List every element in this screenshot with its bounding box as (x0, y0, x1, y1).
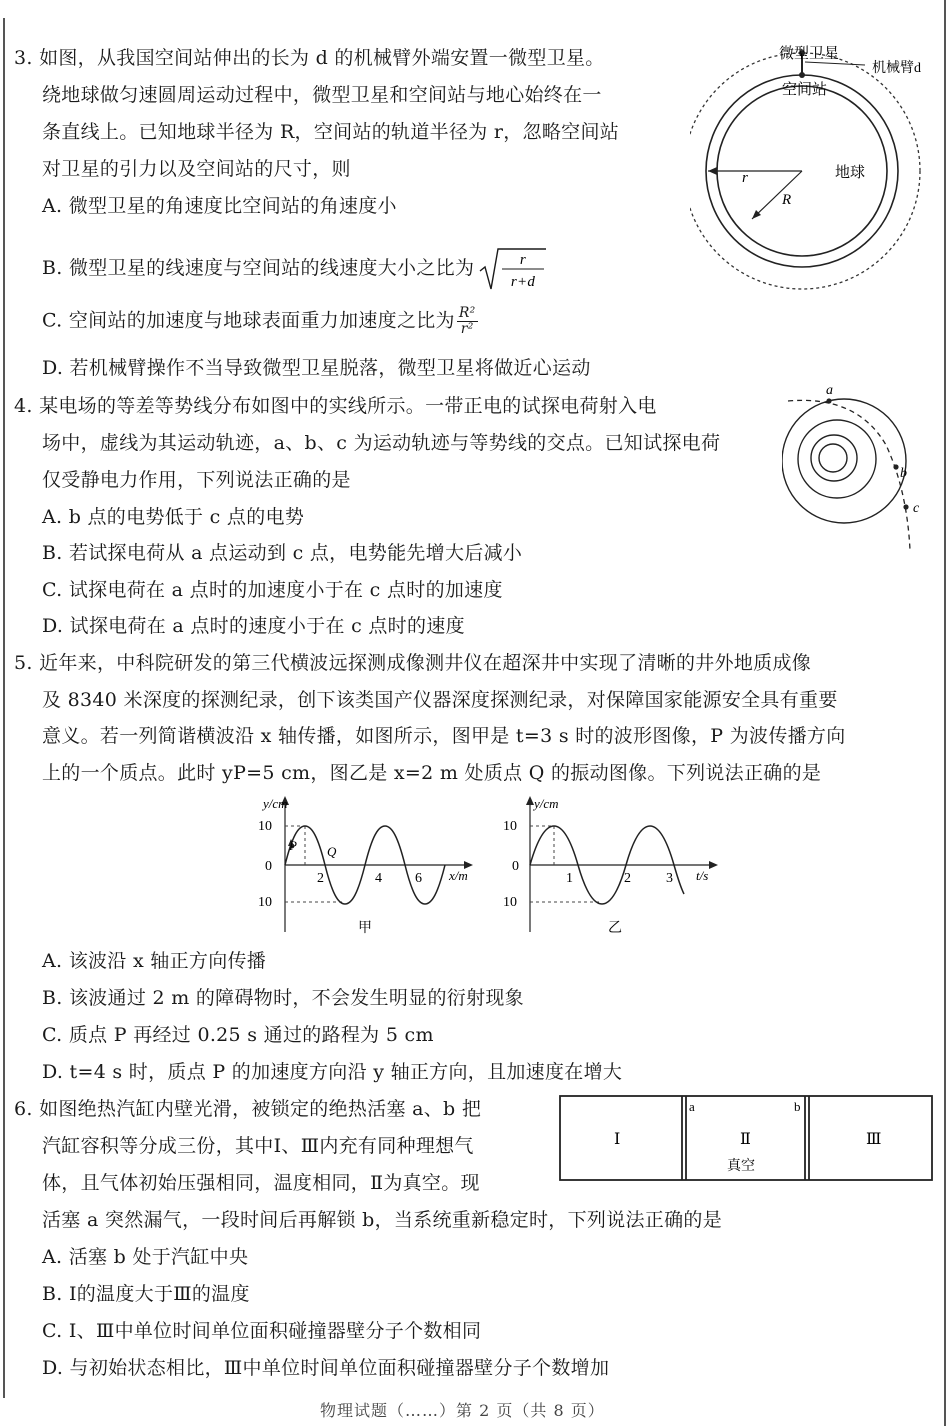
equipotential-middle (798, 420, 876, 498)
q4-option-b: B. 若试探电荷从 a 点运动到 c 点，电势能先增大后减小 (42, 542, 523, 564)
label-chamber-1: Ⅰ (614, 1131, 621, 1148)
label-a: a (826, 385, 833, 398)
q4-option-c: C. 试探电荷在 a 点时的加速度小于在 c 点时的加速度 (42, 579, 503, 601)
q5-graph-yi (490, 792, 730, 942)
q3-orbit-diagram (690, 38, 945, 328)
label-r: r (742, 170, 748, 186)
yi-y-zero: 0 (512, 859, 519, 874)
q6-stem-line-4: 活塞 a 突然漏气，一段时间后再解锁 b，当系统重新稳定时，下列说法正确的是 (42, 1209, 723, 1231)
jia-y-bottom: 10 (258, 895, 272, 910)
q6-option-a: A. 活塞 b 处于汽缸中央 (42, 1246, 249, 1268)
label-satellite: 微型卫星 (779, 46, 840, 62)
yi-x-tick-2: 2 (624, 871, 631, 886)
q3-stem-line-1: 3. 如图，从我国空间站伸出的长为 d 的机械臂外端安置一微型卫星。 (14, 47, 605, 69)
q6-stem-line-2: 汽缸容积等分成三份，其中Ⅰ、Ⅲ内充有同种理想气 (42, 1135, 474, 1157)
jia-x-tick-4: 4 (375, 871, 382, 886)
label-arm: 机械臂d (872, 61, 921, 76)
q3-option-c (42, 306, 478, 337)
yi-y-top: 10 (503, 819, 517, 834)
label-station: 空间站 (782, 82, 828, 98)
radius-R-line (752, 171, 802, 219)
yi-caption: 乙 (608, 921, 622, 936)
jia-ylabel: y/cm (263, 796, 288, 811)
label-chamber-3: Ⅲ (866, 1131, 882, 1148)
q3-c-numerator: R² (458, 305, 476, 321)
q5-option-a: A. 该波沿 x 轴正方向传播 (42, 950, 267, 972)
label-vacuum: 真空 (727, 1159, 755, 1174)
label-earth: 地球 (835, 165, 866, 181)
jia-y-top: 10 (258, 819, 272, 834)
q4-stem-line-1: 4. 某电场的等差等势线分布如图中的实线所示。一带正电的试探电荷射入电 (14, 395, 657, 417)
point-b-dot (893, 464, 898, 469)
q3-option-a: A. 微型卫星的角速度比空间站的角速度小 (42, 195, 397, 217)
q6-option-b: B. Ⅰ的温度大于Ⅲ的温度 (42, 1283, 250, 1305)
yi-x-tick-3: 3 (666, 871, 673, 886)
q5-stem-line-1: 5. 近年来，中科院研发的第三代横波远探测成像测井仪在超深井中实现了清晰的井外地质成像 (14, 652, 812, 674)
q3-stem-line-2: 绕地球做匀速圆周运动过程中，微型卫星和空间站与地心始终在一 (42, 84, 602, 106)
q3-b-numerator: r (520, 252, 527, 268)
q3-option-d: D. 若机械臂操作不当导致微型卫星脱落，微型卫星将做近心运动 (42, 357, 591, 379)
q3-stem-line-3: 条直线上。已知地球半径为 R，空间站的轨道半径为 r，忽略空间站 (42, 121, 620, 143)
yi-y-bottom: 10 (503, 895, 517, 910)
yi-y-arrow (526, 796, 534, 805)
label-b: b (900, 466, 907, 481)
q6-option-c: C. Ⅰ、Ⅲ中单位时间单位面积碰撞器壁分子个数相同 (42, 1320, 482, 1342)
point-a-dot (826, 398, 831, 403)
label-piston-a: a (689, 1099, 695, 1114)
label-c: c (913, 501, 920, 516)
jia-caption: 甲 (358, 921, 372, 936)
q5-option-b: B. 该波通过 2 m 的障碍物时，不会发生明显的衍射现象 (42, 987, 524, 1009)
jia-xlabel: x/m (449, 868, 468, 883)
jia-x-tick-2: 2 (317, 871, 324, 886)
q3-stem-line-4: 对卫星的引力以及空间站的尺寸，则 (42, 158, 351, 180)
equipotential-inner (811, 435, 857, 481)
jia-label-p: P (289, 838, 297, 853)
jia-label-q: Q (327, 844, 337, 859)
fraction (457, 306, 478, 337)
q6-stem-line-3: 体，且气体初始压强相同，温度相同，Ⅱ为真空。现 (42, 1172, 480, 1194)
yi-xlabel: t/s (696, 868, 709, 883)
yi-ylabel: y/cm (534, 796, 559, 811)
q4-option-d: D. 试探电荷在 a 点时的速度小于在 c 点时的速度 (42, 615, 465, 637)
yi-x-tick-1: 1 (566, 871, 573, 886)
q4-stem-line-2: 场中，虚线为其运动轨迹，a、b、c 为运动轨迹与等势线的交点。已知试探电荷 (42, 432, 721, 454)
label-piston-b: b (794, 1099, 801, 1114)
q5-stem-line-3: 意义。若一列简谐横波沿 x 轴传播，如图所示，图甲是 t=3 s 时的波形图像，P 为波传播方向 (42, 725, 846, 747)
q5-stem-line-4: 上的一个质点。此时 yP=5 cm，图乙是 x=2 m 处质点 Q 的振动图像。下列说法正确的是 (42, 762, 822, 784)
q3-c-denominator: r² (460, 321, 474, 337)
q4-stem-line-3: 仅受静电力作用，下列说法正确的是 (42, 469, 351, 491)
equipotential-innermost (819, 444, 847, 472)
station-dot (799, 72, 805, 78)
equipotential-outer (782, 399, 906, 523)
page-footer: 物理试题（……）第 2 页（共 8 页） (320, 1401, 605, 1420)
arm-label-leader (805, 62, 865, 65)
q4-option-a: A. b 点的电势低于 c 点的电势 (42, 506, 305, 528)
q5-option-c: C. 质点 P 再经过 0.25 s 通过的路程为 5 cm (42, 1024, 434, 1046)
q3-option-b-text: B. 微型卫星的线速度与空间站的线速度大小之比为 (42, 257, 475, 279)
q5-stem-line-2: 及 8340 米深度的探测纪录，创下该类国产仪器深度探测纪录，对保障国家能源安全具有重要 (42, 689, 838, 711)
jia-x-tick-6: 6 (415, 871, 422, 886)
jia-y-zero: 0 (265, 859, 272, 874)
page-border-left (3, 18, 5, 1398)
radius-r-arrowhead (708, 167, 717, 175)
q6-option-d: D. 与初始状态相比，Ⅲ中单位时间单位面积碰撞器壁分子个数增加 (42, 1357, 610, 1379)
sqrt-radical (478, 245, 548, 293)
q6-cylinder-diagram (558, 1093, 936, 1185)
yi-x-arrow (709, 861, 718, 869)
q4-equipotential-diagram (782, 385, 942, 555)
label-R: R (782, 192, 792, 208)
q3-option-b (42, 245, 548, 293)
q3-option-c-text: C. 空间站的加速度与地球表面重力加速度之比为 (42, 309, 455, 332)
q6-stem-line-1: 6. 如图绝热汽缸内壁光滑，被锁定的绝热活塞 a、b 把 (14, 1098, 482, 1120)
q5-option-d: D. t=4 s 时，质点 P 的加速度方向沿 y 轴正方向，且加速度在增大 (42, 1061, 623, 1083)
point-c-dot (903, 504, 908, 509)
q5-graph-jia (245, 792, 485, 942)
label-chamber-2: Ⅱ (740, 1131, 751, 1148)
q3-b-denominator: r+d (511, 274, 536, 290)
